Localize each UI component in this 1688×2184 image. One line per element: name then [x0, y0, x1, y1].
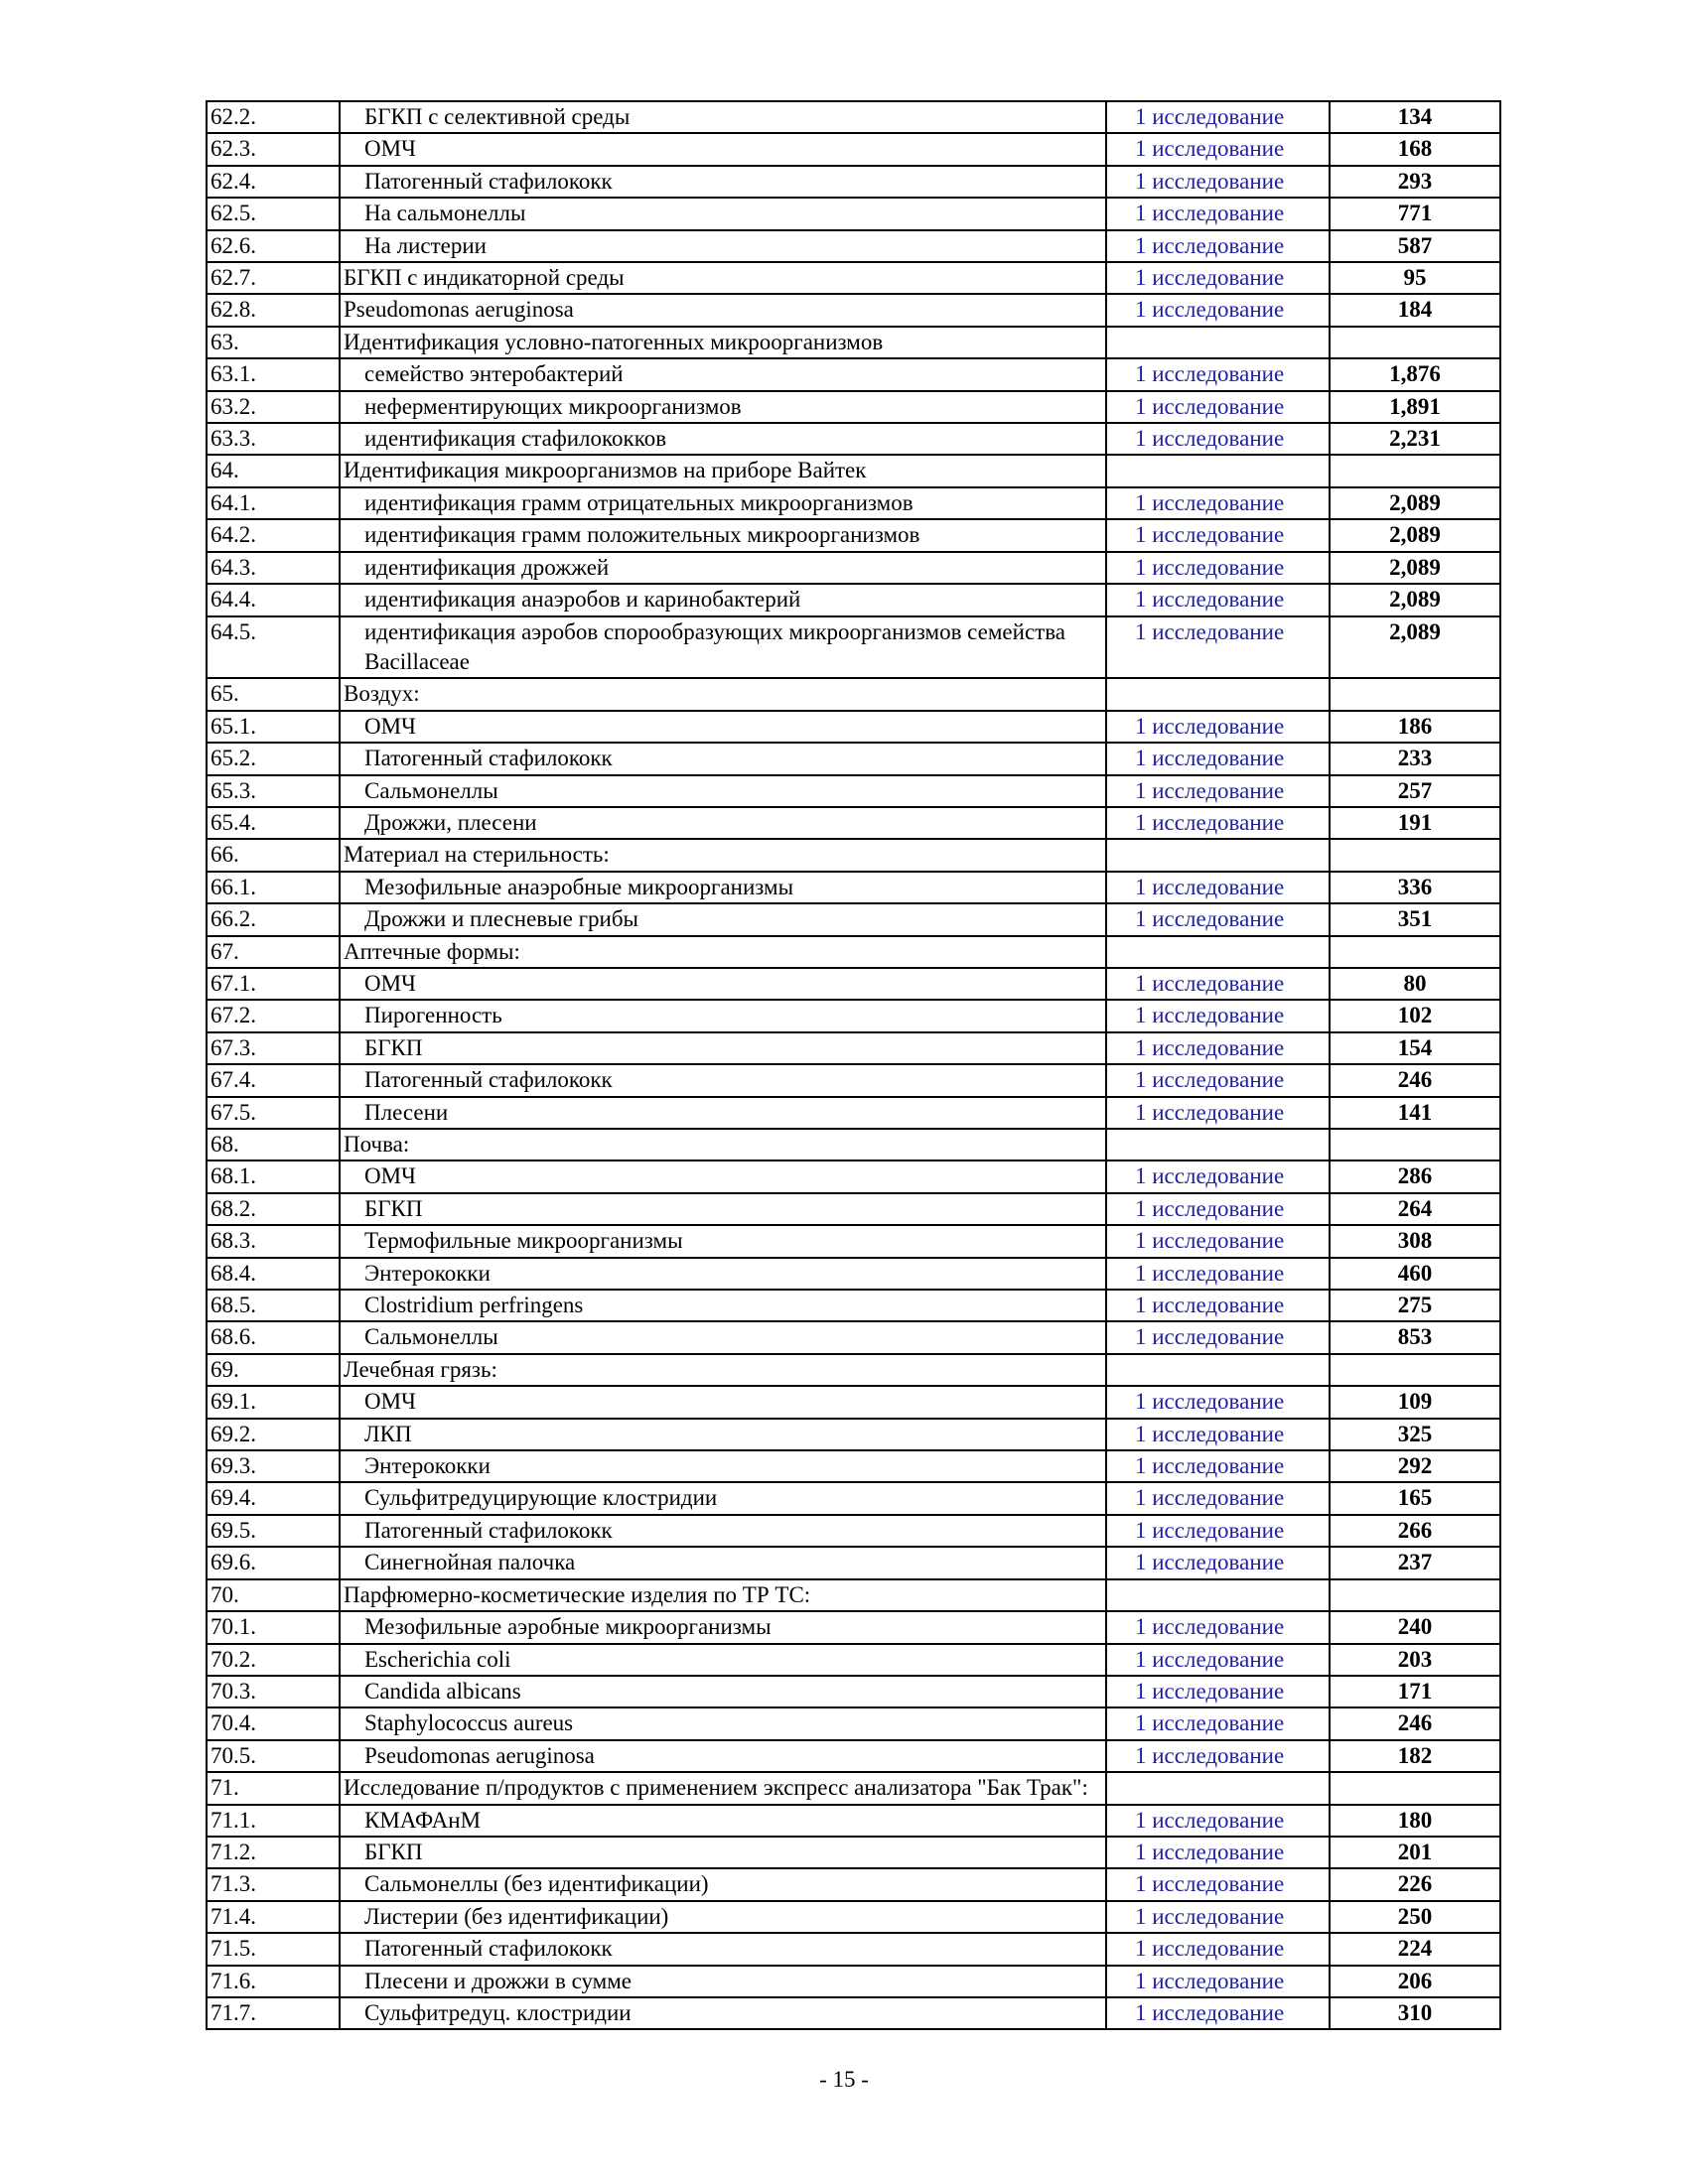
table-row: [207, 1772, 1500, 1804]
service-name-cell: Плесени: [340, 1097, 1106, 1129]
price-cell: 853: [1330, 1321, 1500, 1353]
table-row: [207, 1225, 1500, 1257]
item-number-cell: 67.5.: [207, 1097, 340, 1129]
unit-cell: [1106, 1129, 1330, 1160]
table-row: [207, 1193, 1500, 1225]
table-row: [207, 1966, 1500, 1997]
table-row: [207, 1515, 1500, 1547]
table-row: [207, 519, 1500, 551]
price-cell: 109: [1330, 1386, 1500, 1418]
unit-cell: [1106, 678, 1330, 710]
service-name-cell: ОМЧ: [340, 1386, 1106, 1418]
price-cell: 293: [1330, 166, 1500, 198]
item-number-cell: 62.8.: [207, 294, 340, 326]
item-number-cell: 68.4.: [207, 1258, 340, 1290]
item-number-cell: 71.5.: [207, 1933, 340, 1965]
price-cell: [1330, 1579, 1500, 1611]
unit-cell: 1 исследование: [1106, 903, 1330, 935]
unit-cell: [1106, 936, 1330, 968]
price-cell: 250: [1330, 1901, 1500, 1933]
unit-cell: 1 исследование: [1106, 968, 1330, 1000]
price-cell: 308: [1330, 1225, 1500, 1257]
unit-cell: 1 исследование: [1106, 1321, 1330, 1353]
service-name-cell: Идентификация условно-патогенных микроорганизмов: [340, 327, 1106, 358]
unit-cell: [1106, 839, 1330, 871]
service-name-cell: БГКП: [340, 1032, 1106, 1064]
item-number-cell: 65.4.: [207, 807, 340, 839]
table-row: [207, 1258, 1500, 1290]
unit-cell: 1 исследование: [1106, 775, 1330, 807]
unit-cell: 1 исследование: [1106, 1000, 1330, 1031]
unit-cell: 1 исследование: [1106, 198, 1330, 229]
table-row: [207, 358, 1500, 390]
service-name-cell: идентификация грамм отрицательных микроорганизмов: [340, 487, 1106, 519]
table-row: [207, 166, 1500, 198]
unit-cell: 1 исследование: [1106, 1805, 1330, 1837]
price-cell: 201: [1330, 1837, 1500, 1868]
table-row: [207, 1933, 1500, 1965]
table-row: [207, 391, 1500, 423]
table-row: [207, 552, 1500, 584]
service-name-cell: Синегнойная палочка: [340, 1547, 1106, 1578]
price-cell: 191: [1330, 807, 1500, 839]
table-row: [207, 1644, 1500, 1676]
item-number-cell: 64.: [207, 455, 340, 486]
table-row: [207, 230, 1500, 262]
price-cell: 203: [1330, 1644, 1500, 1676]
item-number-cell: 65.3.: [207, 775, 340, 807]
item-number-cell: 70.3.: [207, 1676, 340, 1707]
price-cell: 2,231: [1330, 423, 1500, 455]
service-name-cell: Clostridium perfringens: [340, 1290, 1106, 1321]
price-cell: 336: [1330, 872, 1500, 903]
service-name-cell: Staphylococcus aureus: [340, 1707, 1106, 1739]
item-number-cell: 65.2.: [207, 743, 340, 774]
price-cell: 2,089: [1330, 552, 1500, 584]
price-cell: 266: [1330, 1515, 1500, 1547]
price-cell: 1,876: [1330, 358, 1500, 390]
item-number-cell: 66.1.: [207, 872, 340, 903]
table-row: [207, 1129, 1500, 1160]
unit-cell: 1 исследование: [1106, 1419, 1330, 1450]
service-name-cell: Candida albicans: [340, 1676, 1106, 1707]
price-cell: 2,089: [1330, 584, 1500, 615]
service-name-cell: Листерии (без идентификации): [340, 1901, 1106, 1933]
price-cell: 134: [1330, 101, 1500, 133]
price-cell: 141: [1330, 1097, 1500, 1129]
price-cell: 95: [1330, 262, 1500, 294]
item-number-cell: 63.2.: [207, 391, 340, 423]
table-row: [207, 198, 1500, 229]
unit-cell: 1 исследование: [1106, 1450, 1330, 1482]
service-name-cell: идентификация аэробов спорообразующих микроорганизмов семейства Bacillaceae: [340, 616, 1106, 679]
item-number-cell: 70.: [207, 1579, 340, 1611]
service-name-cell: Pseudomonas aeruginosa: [340, 294, 1106, 326]
price-cell: 224: [1330, 1933, 1500, 1965]
table-row: [207, 1901, 1500, 1933]
item-number-cell: 67.4.: [207, 1064, 340, 1096]
unit-cell: 1 исследование: [1106, 807, 1330, 839]
service-name-cell: Патогенный стафилококк: [340, 166, 1106, 198]
table-row: [207, 133, 1500, 165]
unit-cell: 1 исследование: [1106, 519, 1330, 551]
item-number-cell: 69.2.: [207, 1419, 340, 1450]
item-number-cell: 70.2.: [207, 1644, 340, 1676]
table-row: [207, 101, 1500, 133]
table-row: [207, 487, 1500, 519]
unit-cell: 1 исследование: [1106, 1482, 1330, 1514]
service-name-cell: На листерии: [340, 230, 1106, 262]
item-number-cell: 70.1.: [207, 1611, 340, 1643]
table-row: [207, 1354, 1500, 1386]
price-cell: 180: [1330, 1805, 1500, 1837]
service-name-cell: Материал на стерильность:: [340, 839, 1106, 871]
service-name-cell: ЛКП: [340, 1419, 1106, 1450]
table-row: [207, 1032, 1500, 1064]
unit-cell: 1 исследование: [1106, 1258, 1330, 1290]
item-number-cell: 68.2.: [207, 1193, 340, 1225]
unit-cell: 1 исследование: [1106, 487, 1330, 519]
unit-cell: 1 исследование: [1106, 872, 1330, 903]
unit-cell: [1106, 455, 1330, 486]
table-row: [207, 711, 1500, 743]
service-name-cell: На сальмонеллы: [340, 198, 1106, 229]
table-row: [207, 1450, 1500, 1482]
service-name-cell: Термофильные микроорганизмы: [340, 1225, 1106, 1257]
unit-cell: 1 исследование: [1106, 1097, 1330, 1129]
service-name-cell: Сальмонеллы: [340, 775, 1106, 807]
service-name-cell: Мезофильные аэробные микроорганизмы: [340, 1611, 1106, 1643]
unit-cell: [1106, 1579, 1330, 1611]
item-number-cell: 67.: [207, 936, 340, 968]
price-cell: 310: [1330, 1997, 1500, 2029]
price-cell: 240: [1330, 1611, 1500, 1643]
item-number-cell: 64.4.: [207, 584, 340, 615]
service-name-cell: Патогенный стафилококк: [340, 1933, 1106, 1965]
unit-cell: 1 исследование: [1106, 1644, 1330, 1676]
service-name-cell: Пирогенность: [340, 1000, 1106, 1031]
price-cell: 165: [1330, 1482, 1500, 1514]
service-name-cell: БГКП: [340, 1837, 1106, 1868]
item-number-cell: 67.1.: [207, 968, 340, 1000]
table-row: [207, 807, 1500, 839]
table-row: [207, 1321, 1500, 1353]
service-name-cell: Патогенный стафилококк: [340, 1515, 1106, 1547]
item-number-cell: 69.: [207, 1354, 340, 1386]
item-number-cell: 64.3.: [207, 552, 340, 584]
price-cell: 246: [1330, 1707, 1500, 1739]
service-name-cell: Патогенный стафилококк: [340, 743, 1106, 774]
unit-cell: 1 исследование: [1106, 294, 1330, 326]
price-cell: [1330, 1354, 1500, 1386]
price-list-table: [206, 100, 1501, 2030]
table-row: [207, 1707, 1500, 1739]
unit-cell: 1 исследование: [1106, 1707, 1330, 1739]
price-cell: 246: [1330, 1064, 1500, 1096]
unit-cell: 1 исследование: [1106, 1611, 1330, 1643]
item-number-cell: 62.3.: [207, 133, 340, 165]
table-row: [207, 1386, 1500, 1418]
table-row: [207, 775, 1500, 807]
price-cell: 233: [1330, 743, 1500, 774]
service-name-cell: семейство энтеробактерий: [340, 358, 1106, 390]
price-cell: 292: [1330, 1450, 1500, 1482]
item-number-cell: 64.5.: [207, 616, 340, 679]
price-cell: [1330, 678, 1500, 710]
service-name-cell: идентификация дрожжей: [340, 552, 1106, 584]
table-row: [207, 872, 1500, 903]
price-cell: 351: [1330, 903, 1500, 935]
service-name-cell: КМАФАнМ: [340, 1805, 1106, 1837]
service-name-cell: идентификация стафилококков: [340, 423, 1106, 455]
item-number-cell: 63.3.: [207, 423, 340, 455]
service-name-cell: Энтерококки: [340, 1258, 1106, 1290]
unit-cell: 1 исследование: [1106, 743, 1330, 774]
price-cell: [1330, 455, 1500, 486]
unit-cell: 1 исследование: [1106, 1740, 1330, 1772]
table-row: [207, 294, 1500, 326]
table-row: [207, 1419, 1500, 1450]
price-cell: 237: [1330, 1547, 1500, 1578]
item-number-cell: 70.5.: [207, 1740, 340, 1772]
table-row: [207, 455, 1500, 486]
item-number-cell: 65.: [207, 678, 340, 710]
item-number-cell: 67.3.: [207, 1032, 340, 1064]
unit-cell: 1 исследование: [1106, 1064, 1330, 1096]
item-number-cell: 64.1.: [207, 487, 340, 519]
unit-cell: 1 исследование: [1106, 1290, 1330, 1321]
item-number-cell: 71.: [207, 1772, 340, 1804]
table-row: [207, 423, 1500, 455]
price-cell: [1330, 1129, 1500, 1160]
table-row: [207, 262, 1500, 294]
service-name-cell: ОМЧ: [340, 133, 1106, 165]
unit-cell: [1106, 1354, 1330, 1386]
item-number-cell: 71.1.: [207, 1805, 340, 1837]
table-row: [207, 678, 1500, 710]
service-name-cell: идентификация грамм положительных микроорганизмов: [340, 519, 1106, 551]
item-number-cell: 71.3.: [207, 1868, 340, 1900]
unit-cell: 1 исследование: [1106, 133, 1330, 165]
item-number-cell: 71.2.: [207, 1837, 340, 1868]
table-row: [207, 1160, 1500, 1192]
item-number-cell: 62.7.: [207, 262, 340, 294]
unit-cell: 1 исследование: [1106, 1933, 1330, 1965]
price-list-body: [207, 101, 1500, 2029]
table-row: [207, 1837, 1500, 1868]
table-row: [207, 936, 1500, 968]
service-name-cell: Патогенный стафилококк: [340, 1064, 1106, 1096]
price-cell: 184: [1330, 294, 1500, 326]
table-row: [207, 1482, 1500, 1514]
price-cell: 154: [1330, 1032, 1500, 1064]
service-name-cell: Энтерококки: [340, 1450, 1106, 1482]
item-number-cell: 68.: [207, 1129, 340, 1160]
service-name-cell: Дрожжи и плесневые грибы: [340, 903, 1106, 935]
unit-cell: 1 исследование: [1106, 1386, 1330, 1418]
table-row: [207, 743, 1500, 774]
service-name-cell: ОМЧ: [340, 1160, 1106, 1192]
price-cell: 168: [1330, 133, 1500, 165]
item-number-cell: 65.1.: [207, 711, 340, 743]
item-number-cell: 71.6.: [207, 1966, 340, 1997]
table-row: [207, 1064, 1500, 1096]
service-name-cell: Аптечные формы:: [340, 936, 1106, 968]
item-number-cell: 69.1.: [207, 1386, 340, 1418]
service-name-cell: Парфюмерно-косметические изделия по ТР ТС:: [340, 1579, 1106, 1611]
price-cell: [1330, 327, 1500, 358]
price-cell: [1330, 1772, 1500, 1804]
service-name-cell: идентификация анаэробов и каринобактерий: [340, 584, 1106, 615]
unit-cell: 1 исследование: [1106, 1901, 1330, 1933]
unit-cell: 1 исследование: [1106, 584, 1330, 615]
service-name-cell: неферментирующих микроорганизмов: [340, 391, 1106, 423]
price-cell: 80: [1330, 968, 1500, 1000]
service-name-cell: Сульфитредуцирующие клостридии: [340, 1482, 1106, 1514]
unit-cell: 1 исследование: [1106, 552, 1330, 584]
table-row: [207, 1547, 1500, 1578]
unit-cell: 1 исследование: [1106, 1997, 1330, 2029]
service-name-cell: Мезофильные анаэробные микроорганизмы: [340, 872, 1106, 903]
table-row: [207, 1805, 1500, 1837]
unit-cell: 1 исследование: [1106, 1193, 1330, 1225]
unit-cell: 1 исследование: [1106, 230, 1330, 262]
price-cell: 264: [1330, 1193, 1500, 1225]
item-number-cell: 68.1.: [207, 1160, 340, 1192]
unit-cell: 1 исследование: [1106, 1160, 1330, 1192]
item-number-cell: 62.6.: [207, 230, 340, 262]
price-cell: 275: [1330, 1290, 1500, 1321]
service-name-cell: БГКП с селективной среды: [340, 101, 1106, 133]
unit-cell: 1 исследование: [1106, 711, 1330, 743]
item-number-cell: 66.2.: [207, 903, 340, 935]
price-cell: 2,089: [1330, 487, 1500, 519]
service-name-cell: Дрожжи, плесени: [340, 807, 1106, 839]
service-name-cell: ОМЧ: [340, 711, 1106, 743]
service-name-cell: Идентификация микроорганизмов на приборе Вайтек: [340, 455, 1106, 486]
unit-cell: 1 исследование: [1106, 166, 1330, 198]
service-name-cell: Сульфитредуц. клостридии: [340, 1997, 1106, 2029]
service-name-cell: БГКП с индикаторной среды: [340, 262, 1106, 294]
item-number-cell: 67.2.: [207, 1000, 340, 1031]
page-number: - 15 -: [819, 2067, 869, 2092]
item-number-cell: 69.5.: [207, 1515, 340, 1547]
item-number-cell: 68.5.: [207, 1290, 340, 1321]
price-cell: 286: [1330, 1160, 1500, 1192]
item-number-cell: 69.3.: [207, 1450, 340, 1482]
price-cell: 2,089: [1330, 616, 1500, 679]
item-number-cell: 63.1.: [207, 358, 340, 390]
unit-cell: 1 исследование: [1106, 423, 1330, 455]
service-name-cell: Исследование п/продуктов с применением экспресс анализатора "Бак Трак":: [340, 1772, 1106, 1804]
price-cell: 587: [1330, 230, 1500, 262]
service-name-cell: Лечебная грязь:: [340, 1354, 1106, 1386]
service-name-cell: БГКП: [340, 1193, 1106, 1225]
unit-cell: 1 исследование: [1106, 1547, 1330, 1578]
item-number-cell: 69.4.: [207, 1482, 340, 1514]
item-number-cell: 68.3.: [207, 1225, 340, 1257]
item-number-cell: 71.7.: [207, 1997, 340, 2029]
service-name-cell: Плесени и дрожжи в сумме: [340, 1966, 1106, 1997]
table-row: [207, 1676, 1500, 1707]
item-number-cell: 69.6.: [207, 1547, 340, 1578]
service-name-cell: ОМЧ: [340, 968, 1106, 1000]
price-cell: 325: [1330, 1419, 1500, 1450]
table-row: [207, 1097, 1500, 1129]
price-cell: 2,089: [1330, 519, 1500, 551]
item-number-cell: 62.2.: [207, 101, 340, 133]
price-cell: 1,891: [1330, 391, 1500, 423]
service-name-cell: Почва:: [340, 1129, 1106, 1160]
unit-cell: 1 исследование: [1106, 1676, 1330, 1707]
item-number-cell: 62.5.: [207, 198, 340, 229]
table-row: [207, 1997, 1500, 2029]
service-name-cell: Escherichia coli: [340, 1644, 1106, 1676]
table-row: [207, 1000, 1500, 1031]
unit-cell: [1106, 1772, 1330, 1804]
table-row: [207, 1579, 1500, 1611]
unit-cell: 1 исследование: [1106, 616, 1330, 679]
table-row: [207, 1611, 1500, 1643]
unit-cell: 1 исследование: [1106, 1515, 1330, 1547]
item-number-cell: 66.: [207, 839, 340, 871]
unit-cell: 1 исследование: [1106, 1966, 1330, 1997]
service-name-cell: Воздух:: [340, 678, 1106, 710]
item-number-cell: 68.6.: [207, 1321, 340, 1353]
item-number-cell: 64.2.: [207, 519, 340, 551]
item-number-cell: 62.4.: [207, 166, 340, 198]
table-row: [207, 1740, 1500, 1772]
price-cell: [1330, 936, 1500, 968]
table-row: [207, 1868, 1500, 1900]
table-row: [207, 839, 1500, 871]
table-row: [207, 968, 1500, 1000]
price-cell: 206: [1330, 1966, 1500, 1997]
service-name-cell: Сальмонеллы (без идентификации): [340, 1868, 1106, 1900]
unit-cell: 1 исследование: [1106, 262, 1330, 294]
unit-cell: 1 исследование: [1106, 1837, 1330, 1868]
item-number-cell: 63.: [207, 327, 340, 358]
service-name-cell: Сальмонеллы: [340, 1321, 1106, 1353]
item-number-cell: 70.4.: [207, 1707, 340, 1739]
price-cell: 102: [1330, 1000, 1500, 1031]
table-row: [207, 903, 1500, 935]
unit-cell: [1106, 327, 1330, 358]
table-row: [207, 327, 1500, 358]
item-number-cell: 71.4.: [207, 1901, 340, 1933]
price-cell: 186: [1330, 711, 1500, 743]
price-cell: 257: [1330, 775, 1500, 807]
price-cell: 771: [1330, 198, 1500, 229]
table-row: [207, 616, 1500, 679]
unit-cell: 1 исследование: [1106, 101, 1330, 133]
table-row: [207, 584, 1500, 615]
table-row: [207, 1290, 1500, 1321]
price-cell: [1330, 839, 1500, 871]
unit-cell: 1 исследование: [1106, 1868, 1330, 1900]
unit-cell: 1 исследование: [1106, 1032, 1330, 1064]
unit-cell: 1 исследование: [1106, 391, 1330, 423]
price-cell: 171: [1330, 1676, 1500, 1707]
unit-cell: 1 исследование: [1106, 1225, 1330, 1257]
price-cell: 226: [1330, 1868, 1500, 1900]
service-name-cell: Pseudomonas aeruginosa: [340, 1740, 1106, 1772]
unit-cell: 1 исследование: [1106, 358, 1330, 390]
price-cell: 182: [1330, 1740, 1500, 1772]
price-cell: 460: [1330, 1258, 1500, 1290]
